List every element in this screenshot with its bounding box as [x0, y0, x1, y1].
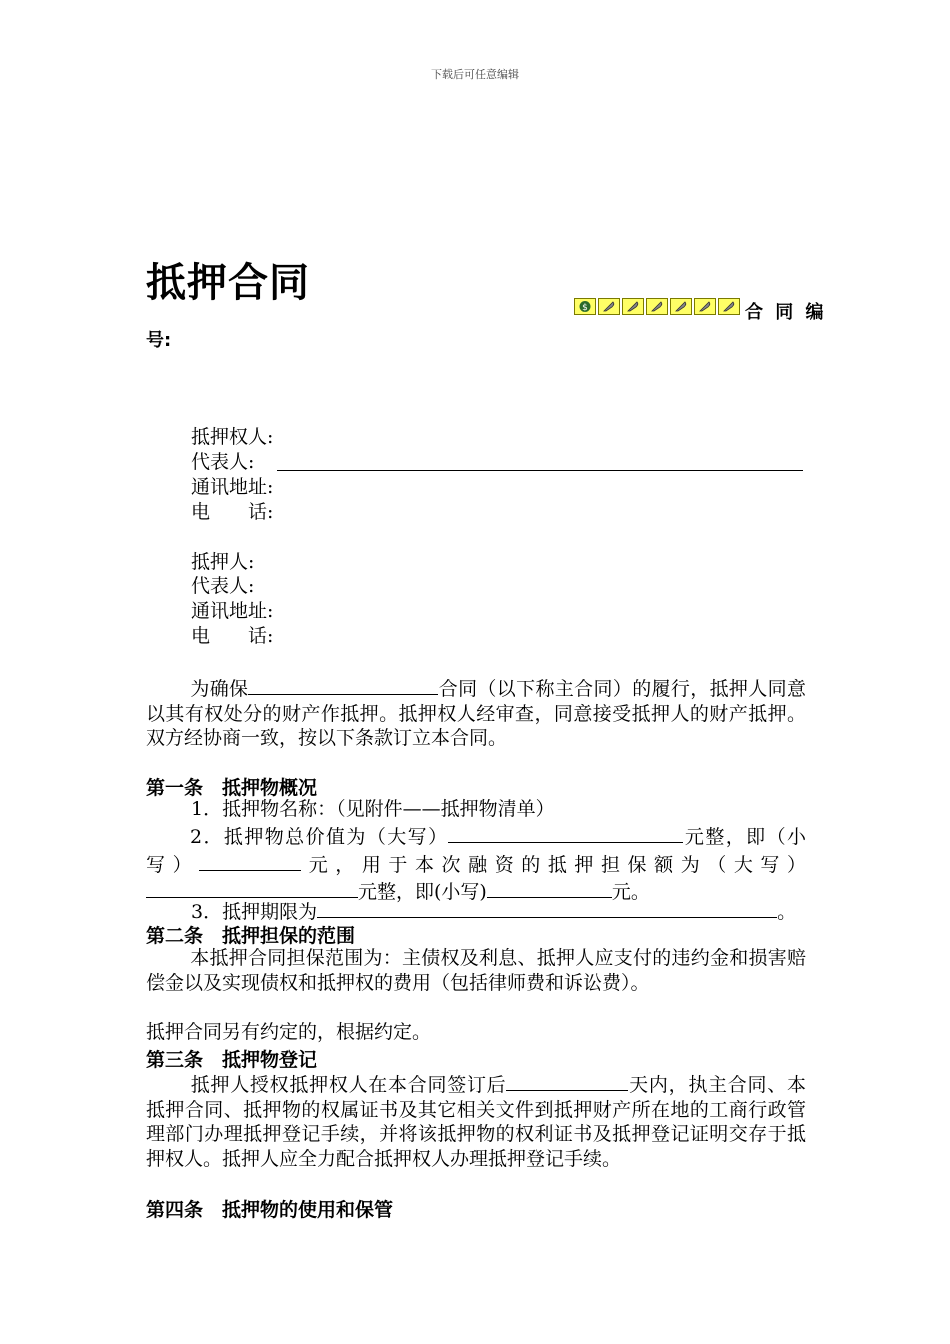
total-value-upper-blank: [448, 822, 683, 843]
item-2-text-a: 2．抵押物总价值为（大写）: [190, 826, 449, 848]
mortgagor-phone-label: 电 话:: [191, 625, 274, 647]
page-header: 下载后可任意编辑: [431, 68, 519, 81]
feather-icon: [694, 298, 716, 315]
contract-number-label: 合 同 编: [745, 302, 827, 323]
document-title: 抵押合同: [146, 260, 310, 306]
article-4-heading: 第四条 抵押物的使用和保管: [146, 1199, 394, 1221]
mortgagee-address-label: 通讯地址:: [191, 476, 274, 498]
mortgagee-rep-field: [277, 449, 803, 471]
article-2-paragraph: [146, 946, 806, 995]
article-3-text-b: 天内，执主合同、本抵押合同、抵押物的权属证书及其它相关文件到抵押财产所在地的工商行政管理部门办理抵押登记手续，并将该抵押物的权利证书及抵押登记证明交存于抵押权人。抵押人应全力配合抵押权人办理抵押登记手续。: [146, 1074, 806, 1170]
intro-text-2: 合同（以下称主合同）的履行，抵押人同意以其有权处分的财产作抵押。抵押权人经审查，同意接受抵押人的财产抵押。双方经协商一致，按以下条款订立本合同。: [146, 678, 806, 750]
mortgagor-address-label: 通讯地址:: [191, 600, 274, 622]
mortgagee-phone-label: 电 话:: [191, 501, 274, 523]
svg-text:$: $: [582, 303, 588, 313]
item-2-text-e: 元整，即(小写): [358, 881, 487, 904]
item-3-text-a: 3．抵押期限为: [191, 901, 318, 923]
guarantee-upper-blank: [146, 877, 358, 898]
article-2-heading: 第二条 抵押担保的范围: [146, 925, 356, 947]
mortgagee-name-label: 抵押权人:: [191, 426, 274, 448]
mortgagee-rep-label: 代表人:: [191, 451, 255, 473]
feather-icon: [598, 298, 620, 315]
article-3-paragraph: [146, 1070, 806, 1171]
guarantee-lower-blank: [487, 877, 612, 898]
item-2-text-d: 元，用于本次融资的抵押担保额为（大写）: [301, 853, 806, 876]
article-2-note: 抵押合同另有约定的，根据约定。: [146, 1021, 432, 1043]
article-1-item-2: [146, 822, 806, 905]
days-blank: [506, 1070, 628, 1091]
item-3-text-b: 。: [777, 901, 797, 923]
icon-strip: [574, 298, 742, 315]
feather-icon: [718, 298, 740, 315]
article-3-text-a: 抵押人授权抵押权人在本合同签订后: [190, 1074, 507, 1096]
feather-icon: [670, 298, 692, 315]
contract-number-label-cont: 号:: [146, 330, 172, 351]
term-blank: [317, 897, 777, 918]
mortgagor-rep-label: 代表人:: [191, 575, 255, 597]
item-2-text-b: 元整，即: [683, 826, 767, 848]
intro-text-1: 为确保: [190, 678, 249, 700]
article-3-heading: 第三条 抵押物登记: [146, 1049, 318, 1071]
dollar-icon: [574, 298, 596, 315]
main-contract-blank: [248, 674, 438, 695]
mortgagor-name-label: 抵押人:: [191, 551, 255, 573]
item-2-text-c: （小写）: [146, 826, 806, 876]
item-2-text-f: 元。: [611, 881, 650, 904]
intro-paragraph: [146, 674, 806, 751]
article-1-item-1: 1．抵押物名称：（见附件——抵押物清单）: [191, 798, 555, 820]
feather-icon: [646, 298, 668, 315]
total-value-lower-blank: [199, 850, 301, 871]
feather-icon: [622, 298, 644, 315]
article-2-text: 本抵押合同担保范围为：主债权及利息、抵押人应支付的违约金和损害赔偿金以及实现债权和抵押权的费用（包括律师费和诉讼费）。: [146, 947, 806, 994]
article-1-heading: 第一条 抵押物概况: [146, 777, 318, 799]
